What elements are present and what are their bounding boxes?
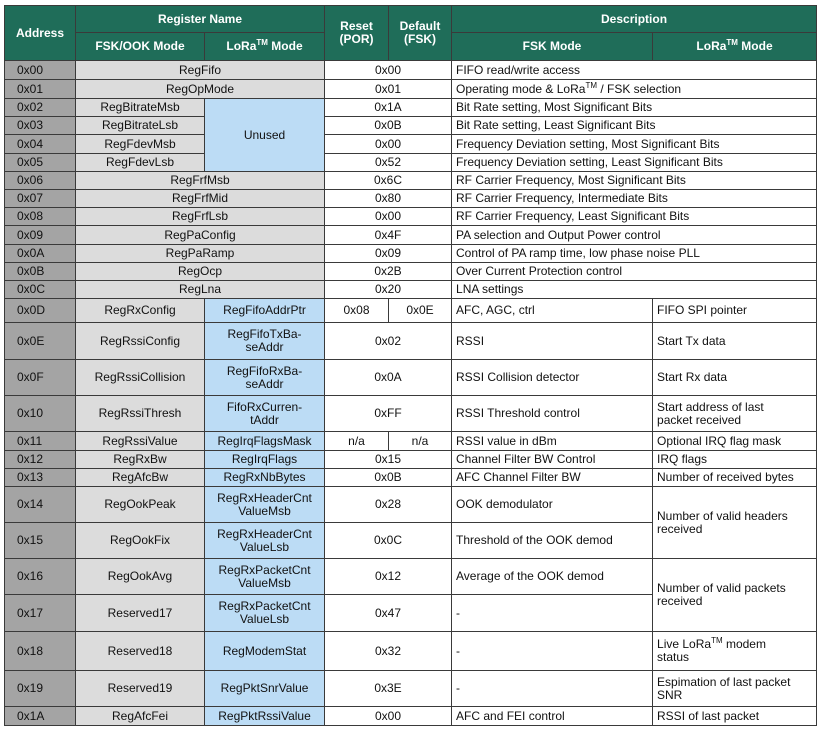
table-row	[5, 469, 817, 487]
description-cell: OOK demodulator	[452, 487, 653, 523]
register-name-cell: RegOpMode	[76, 80, 325, 99]
register-name-cell: RegFrfMid	[76, 190, 325, 208]
address-cell: 0x14	[5, 487, 76, 523]
value-cell: 0x0B	[325, 117, 452, 135]
address-cell: 0x10	[5, 396, 76, 432]
register-name-cell: RegPaRamp	[76, 245, 325, 263]
value-cell: 0x20	[325, 281, 452, 299]
address-cell: 0x13	[5, 469, 76, 487]
value-cell: 0x01	[325, 80, 452, 99]
address-cell: 0x01	[5, 80, 76, 99]
description-cell: -	[452, 632, 653, 671]
table-row	[5, 245, 817, 263]
value-cell: 0x00	[325, 707, 452, 726]
reset-cell: n/a	[325, 432, 389, 451]
description-cell: RSSI	[452, 323, 653, 360]
register-name-cell: RegOcp	[76, 263, 325, 281]
address-cell: 0x0E	[5, 323, 76, 360]
register-name-cell: Reserved18	[76, 632, 205, 671]
address-cell: 0x0F	[5, 360, 76, 396]
register-name-cell: RegFrfMsb	[76, 172, 325, 190]
lora-register-cell: RegPktSnrValue	[205, 671, 325, 707]
description-cell: -	[452, 671, 653, 707]
address-cell: 0x09	[5, 226, 76, 245]
table-row	[5, 396, 817, 432]
table-row	[5, 281, 817, 299]
lora-register-cell: RegRxPacketCnt ValueMsb	[205, 559, 325, 595]
lora-register-cell: RegFifoRxBa- seAddr	[205, 360, 325, 396]
value-cell: 0x00	[325, 135, 452, 154]
reset-cell: 0x08	[325, 299, 389, 323]
register-name-cell: RegLna	[76, 281, 325, 299]
table-row	[5, 632, 817, 671]
table-row	[5, 432, 817, 451]
table-row	[5, 360, 817, 396]
lora-description-cell: Espimation of last packet SNR	[653, 671, 817, 707]
register-name-cell: RegRssiThresh	[76, 396, 205, 432]
address-cell: 0x00	[5, 61, 76, 80]
table-row	[5, 487, 817, 523]
value-cell: 0x52	[325, 154, 452, 172]
lora-description-cell: Start Tx data	[653, 323, 817, 360]
description-cell: AFC, AGC, ctrl	[452, 299, 653, 323]
description-cell: AFC Channel Filter BW	[452, 469, 653, 487]
lora-register-cell: RegIrqFlags	[205, 451, 325, 469]
value-cell: 0x80	[325, 190, 452, 208]
default-cell: n/a	[389, 432, 452, 451]
description-cell: RF Carrier Frequency, Least Significant Bits	[452, 208, 817, 226]
description-cell: RF Carrier Frequency, Intermediate Bits	[452, 190, 817, 208]
value-cell: 0x6C	[325, 172, 452, 190]
table-row	[5, 208, 817, 226]
description-cell: FIFO read/write access	[452, 61, 817, 80]
description-cell: Frequency Deviation setting, Most Significant Bits	[452, 135, 817, 154]
lora-register-cell: RegFifoAddrPtr	[205, 299, 325, 323]
description-cell: Over Current Protection control	[452, 263, 817, 281]
description-cell: RSSI Threshold control	[452, 396, 653, 432]
lora-register-cell: RegIrqFlagsMask	[205, 432, 325, 451]
description-cell: AFC and FEI control	[452, 707, 653, 726]
header-description: Description	[452, 6, 817, 33]
value-cell: 0x02	[325, 323, 452, 360]
register-name-cell: RegFdevMsb	[76, 135, 205, 154]
lora-description-cell: Live LoRa™ modem status	[653, 632, 817, 671]
description-cell: Threshold of the OOK demod	[452, 523, 653, 559]
description-cell: Bit Rate setting, Most Significant Bits	[452, 99, 817, 117]
register-name-cell: RegRssiCollision	[76, 360, 205, 396]
value-cell: 0x0B	[325, 469, 452, 487]
table-row	[5, 99, 817, 117]
table-row	[5, 226, 817, 245]
table-row	[5, 117, 817, 135]
unused-cell: Unused	[205, 99, 325, 172]
register-name-cell: RegOokPeak	[76, 487, 205, 523]
address-cell: 0x08	[5, 208, 76, 226]
lora-description-cell: Optional IRQ flag mask	[653, 432, 817, 451]
lora-description-cell: IRQ flags	[653, 451, 817, 469]
lora-description-cell: Number of received bytes	[653, 469, 817, 487]
register-table	[4, 5, 817, 726]
lora-register-cell: RegRxHeaderCnt ValueLsb	[205, 523, 325, 559]
table-row	[5, 559, 817, 595]
address-cell: 0x0D	[5, 299, 76, 323]
value-cell: 0x4F	[325, 226, 452, 245]
description-cell: Channel Filter BW Control	[452, 451, 653, 469]
address-cell: 0x0A	[5, 245, 76, 263]
description-cell: Operating mode & LoRa™ / FSK selection	[452, 80, 817, 99]
register-name-cell: RegAfcBw	[76, 469, 205, 487]
address-cell: 0x16	[5, 559, 76, 595]
value-cell: 0x12	[325, 559, 452, 595]
lora-register-cell: RegRxNbBytes	[205, 469, 325, 487]
table-row	[5, 61, 817, 80]
header-fsk-ook-mode: FSK/OOK Mode	[76, 33, 205, 61]
address-cell: 0x15	[5, 523, 76, 559]
address-cell: 0x03	[5, 117, 76, 135]
table-row	[5, 154, 817, 172]
value-cell: 0x3E	[325, 671, 452, 707]
lora-register-cell: FifoRxCurren- tAddr	[205, 396, 325, 432]
register-name-cell: RegRssiConfig	[76, 323, 205, 360]
lora-description-cell: Start Rx data	[653, 360, 817, 396]
register-name-cell: RegRxBw	[76, 451, 205, 469]
address-cell: 0x05	[5, 154, 76, 172]
table-row	[5, 323, 817, 360]
register-name-cell: RegBitrateLsb	[76, 117, 205, 135]
lora-register-cell: RegRxHeaderCnt ValueMsb	[205, 487, 325, 523]
register-name-cell: RegRssiValue	[76, 432, 205, 451]
address-cell: 0x19	[5, 671, 76, 707]
description-cell: Control of PA ramp time, low phase noise PLL	[452, 245, 817, 263]
table-row	[5, 299, 817, 323]
register-name-cell: RegOokAvg	[76, 559, 205, 595]
value-cell: 0x0A	[325, 360, 452, 396]
value-cell: 0x2B	[325, 263, 452, 281]
lora-description-cell: Number of valid headers received	[653, 487, 817, 559]
address-cell: 0x04	[5, 135, 76, 154]
address-cell: 0x06	[5, 172, 76, 190]
value-cell: 0x09	[325, 245, 452, 263]
register-name-cell: RegRxConfig	[76, 299, 205, 323]
table-row	[5, 451, 817, 469]
header-desc-lora-mode: LoRa™ Mode	[653, 33, 817, 61]
description-cell: Frequency Deviation setting, Least Significant Bits	[452, 154, 817, 172]
register-name-cell: RegOokFix	[76, 523, 205, 559]
value-cell: 0x1A	[325, 99, 452, 117]
header-default: Default (FSK)	[389, 6, 452, 61]
header-lora-mode: LoRa™ Mode	[205, 33, 325, 61]
header-desc-fsk-mode: FSK Mode	[452, 33, 653, 61]
value-cell: 0x47	[325, 595, 452, 632]
header-reset: Reset (POR)	[325, 6, 389, 61]
table-row	[5, 80, 817, 99]
value-cell: 0x28	[325, 487, 452, 523]
address-cell: 0x0B	[5, 263, 76, 281]
register-name-cell: Reserved17	[76, 595, 205, 632]
table-row	[5, 707, 817, 726]
lora-register-cell: RegModemStat	[205, 632, 325, 671]
description-cell: PA selection and Output Power control	[452, 226, 817, 245]
value-cell: 0x0C	[325, 523, 452, 559]
address-cell: 0x18	[5, 632, 76, 671]
lora-description-cell: RSSI of last packet	[653, 707, 817, 726]
description-cell: RF Carrier Frequency, Most Significant Bits	[452, 172, 817, 190]
value-cell: 0xFF	[325, 396, 452, 432]
table-row	[5, 135, 817, 154]
description-cell: Average of the OOK demod	[452, 559, 653, 595]
lora-register-cell: RegFifoTxBa- seAddr	[205, 323, 325, 360]
value-cell: 0x15	[325, 451, 452, 469]
table-row	[5, 671, 817, 707]
address-cell: 0x17	[5, 595, 76, 632]
address-cell: 0x07	[5, 190, 76, 208]
description-cell: Bit Rate setting, Least Significant Bits	[452, 117, 817, 135]
address-cell: 0x11	[5, 432, 76, 451]
register-name-cell: RegBitrateMsb	[76, 99, 205, 117]
lora-register-cell: RegRxPacketCnt ValueLsb	[205, 595, 325, 632]
register-name-cell: RegAfcFei	[76, 707, 205, 726]
address-cell: 0x02	[5, 99, 76, 117]
register-name-cell: Reserved19	[76, 671, 205, 707]
default-cell: 0x0E	[389, 299, 452, 323]
lora-description-cell: Number of valid packets received	[653, 559, 817, 632]
address-cell: 0x12	[5, 451, 76, 469]
register-name-cell: RegFdevLsb	[76, 154, 205, 172]
register-name-cell: RegFrfLsb	[76, 208, 325, 226]
table-row	[5, 172, 817, 190]
description-cell: RSSI value in dBm	[452, 432, 653, 451]
value-cell: 0x00	[325, 61, 452, 80]
description-cell: RSSI Collision detector	[452, 360, 653, 396]
lora-description-cell: Start address of last packet received	[653, 396, 817, 432]
value-cell: 0x32	[325, 632, 452, 671]
register-name-cell: RegPaConfig	[76, 226, 325, 245]
address-cell: 0x1A	[5, 707, 76, 726]
description-cell: -	[452, 595, 653, 632]
table-row	[5, 263, 817, 281]
header-address: Address	[5, 6, 76, 61]
address-cell: 0x0C	[5, 281, 76, 299]
value-cell: 0x00	[325, 208, 452, 226]
table-row	[5, 190, 817, 208]
lora-description-cell: FIFO SPI pointer	[653, 299, 817, 323]
register-name-cell: RegFifo	[76, 61, 325, 80]
header-register-name: Register Name	[76, 6, 325, 33]
description-cell: LNA settings	[452, 281, 817, 299]
lora-register-cell: RegPktRssiValue	[205, 707, 325, 726]
